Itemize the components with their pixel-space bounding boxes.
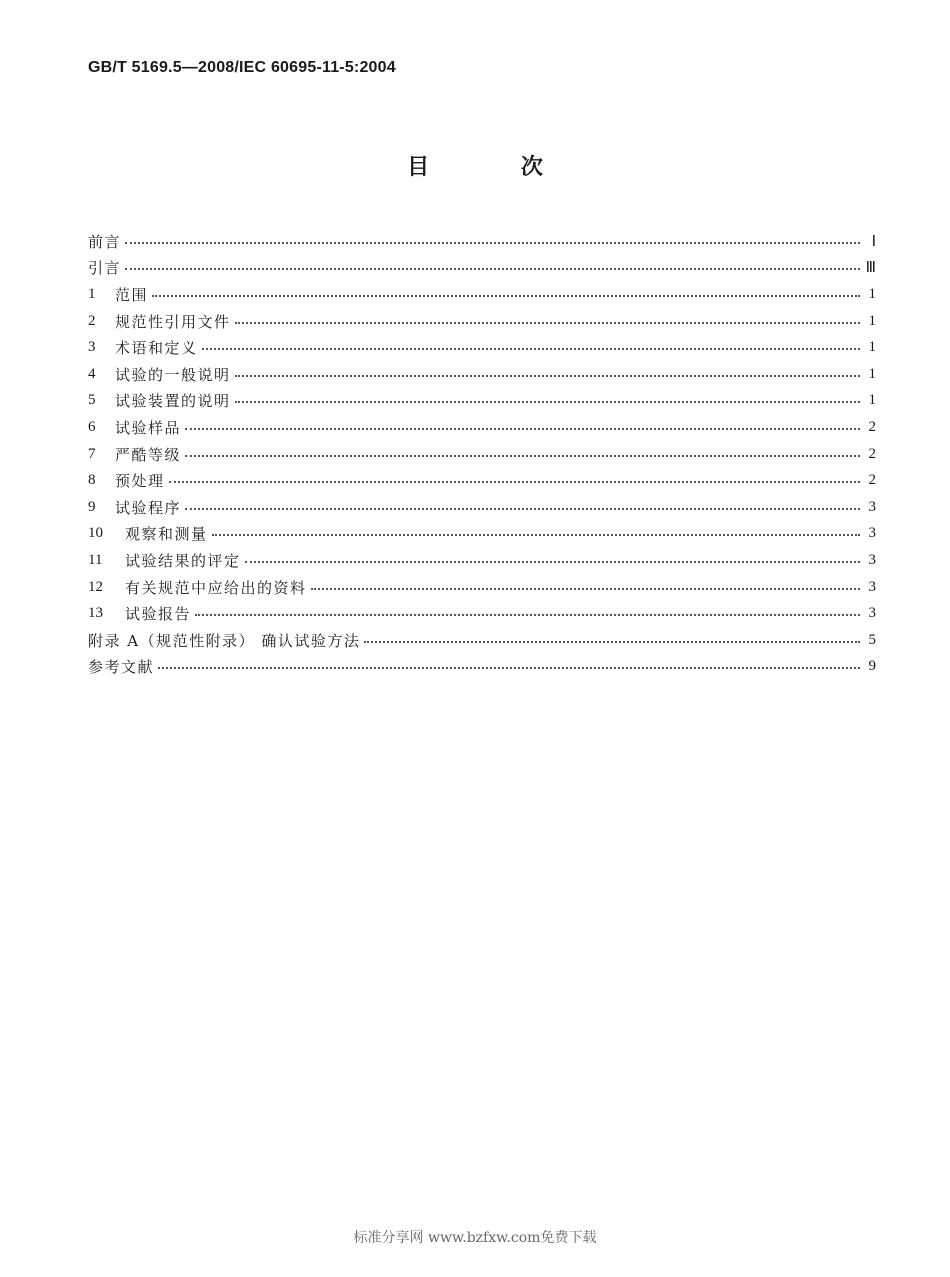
toc-entry-8[interactable]	[88, 467, 876, 494]
toc-entry-label: 试验结果的评定	[125, 551, 241, 570]
toc-entry-11[interactable]	[88, 547, 876, 574]
toc-entry-annex-a[interactable]	[88, 627, 876, 654]
toc-entry-number: 1	[88, 285, 96, 302]
toc-entry-page: 1	[868, 339, 876, 356]
toc-entry-4[interactable]	[88, 361, 876, 388]
toc-entry-number: 6	[88, 418, 96, 435]
toc-entry-number: 2	[88, 312, 96, 329]
toc-entry-page: 1	[868, 365, 876, 382]
footer-watermark: 标准分享网 www.bzfxw.com免费下载	[353, 1230, 597, 1246]
dot-leader	[152, 280, 860, 297]
toc-entry-label: 预处理	[115, 472, 165, 491]
dot-leader	[311, 573, 860, 590]
toc-entry-page: 1	[868, 312, 876, 329]
toc-entry-label: 规范性引用文件	[115, 312, 231, 331]
toc-entry-label: 严酷等级	[115, 445, 182, 464]
toc-entry-number: 13	[88, 605, 103, 622]
dot-leader	[185, 440, 860, 457]
toc-entry-page: 3	[868, 551, 876, 568]
toc-entry-number: 11	[88, 551, 103, 568]
toc-entry-page: 2	[868, 418, 876, 435]
toc-entry-number: 7	[88, 445, 96, 462]
toc-entry-bibliography[interactable]	[88, 654, 876, 681]
dot-leader	[212, 519, 860, 536]
toc-entry-label: 范围	[115, 285, 149, 304]
toc-entry-6[interactable]	[88, 414, 876, 441]
dot-leader	[169, 466, 860, 483]
toc-entry-page: 1	[868, 285, 876, 302]
toc-entry-13[interactable]	[88, 600, 876, 627]
toc-entry-number: 4	[88, 365, 96, 382]
toc-entry-number: 9	[88, 498, 96, 515]
toc-entry-page: 1	[868, 392, 876, 409]
toc-entry-9[interactable]	[88, 494, 876, 521]
dot-leader	[125, 253, 860, 270]
toc-entry-number: 5	[88, 392, 96, 409]
toc-entry-label: 试验的一般说明	[115, 365, 231, 384]
toc-entry-label: 观察和测量	[125, 525, 208, 544]
toc-entry-page: 2	[868, 472, 876, 489]
toc-entry-label: 术语和定义	[115, 339, 198, 358]
toc-entry-12[interactable]	[88, 574, 876, 601]
toc-entry-label: 有关规范中应给出的资料	[125, 578, 307, 597]
toc-entry-foreword[interactable]	[88, 228, 876, 255]
dot-leader	[235, 386, 860, 403]
toc-entry-label: 引言	[88, 259, 122, 278]
dot-leader	[202, 333, 860, 350]
toc-entry-number: 8	[88, 472, 96, 489]
toc-entry-label: 试验程序	[115, 498, 182, 517]
dot-leader	[125, 227, 860, 244]
toc-entry-number: 10	[88, 525, 103, 542]
table-of-contents	[88, 228, 876, 680]
toc-entry-1[interactable]	[88, 281, 876, 308]
toc-entry-number: 3	[88, 339, 96, 356]
toc-entry-label: 参考文献	[88, 658, 155, 677]
toc-entry-number: 12	[88, 578, 103, 595]
dot-leader	[235, 307, 860, 324]
toc-entry-introduction[interactable]	[88, 255, 876, 282]
toc-entry-page: 3	[868, 605, 876, 622]
toc-entry-page: 3	[868, 498, 876, 515]
toc-entry-2[interactable]	[88, 308, 876, 335]
toc-entry-3[interactable]	[88, 334, 876, 361]
dot-leader	[235, 360, 860, 377]
dot-leader	[185, 413, 860, 430]
toc-entry-page: 5	[868, 631, 876, 648]
dot-leader	[364, 626, 860, 643]
toc-entry-7[interactable]	[88, 441, 876, 468]
toc-entry-page: 3	[868, 578, 876, 595]
toc-entry-page: Ⅲ	[865, 260, 876, 277]
toc-entry-label: 试验报告	[125, 605, 192, 624]
toc-entry-page: 9	[868, 658, 876, 675]
dot-leader	[195, 599, 860, 616]
toc-entry-page: 2	[868, 445, 876, 462]
toc-entry-label: 试验装置的说明	[115, 392, 231, 411]
toc-entry-5[interactable]	[88, 388, 876, 415]
dot-leader	[185, 493, 860, 510]
standard-code: GB/T 5169.5—2008/IEC 60695-11-5:2004	[88, 59, 396, 76]
dot-leader	[158, 652, 860, 669]
toc-entry-label: 前言	[88, 232, 122, 251]
toc-entry-label: 试验样品	[115, 418, 182, 437]
toc-entry-label: 附录 A（规范性附录） 确认试验方法	[88, 631, 361, 650]
page-title: 目 次	[407, 155, 585, 180]
dot-leader	[245, 546, 860, 563]
toc-entry-10[interactable]	[88, 521, 876, 548]
toc-entry-page: 3	[868, 525, 876, 542]
toc-entry-page: Ⅰ	[871, 233, 876, 250]
